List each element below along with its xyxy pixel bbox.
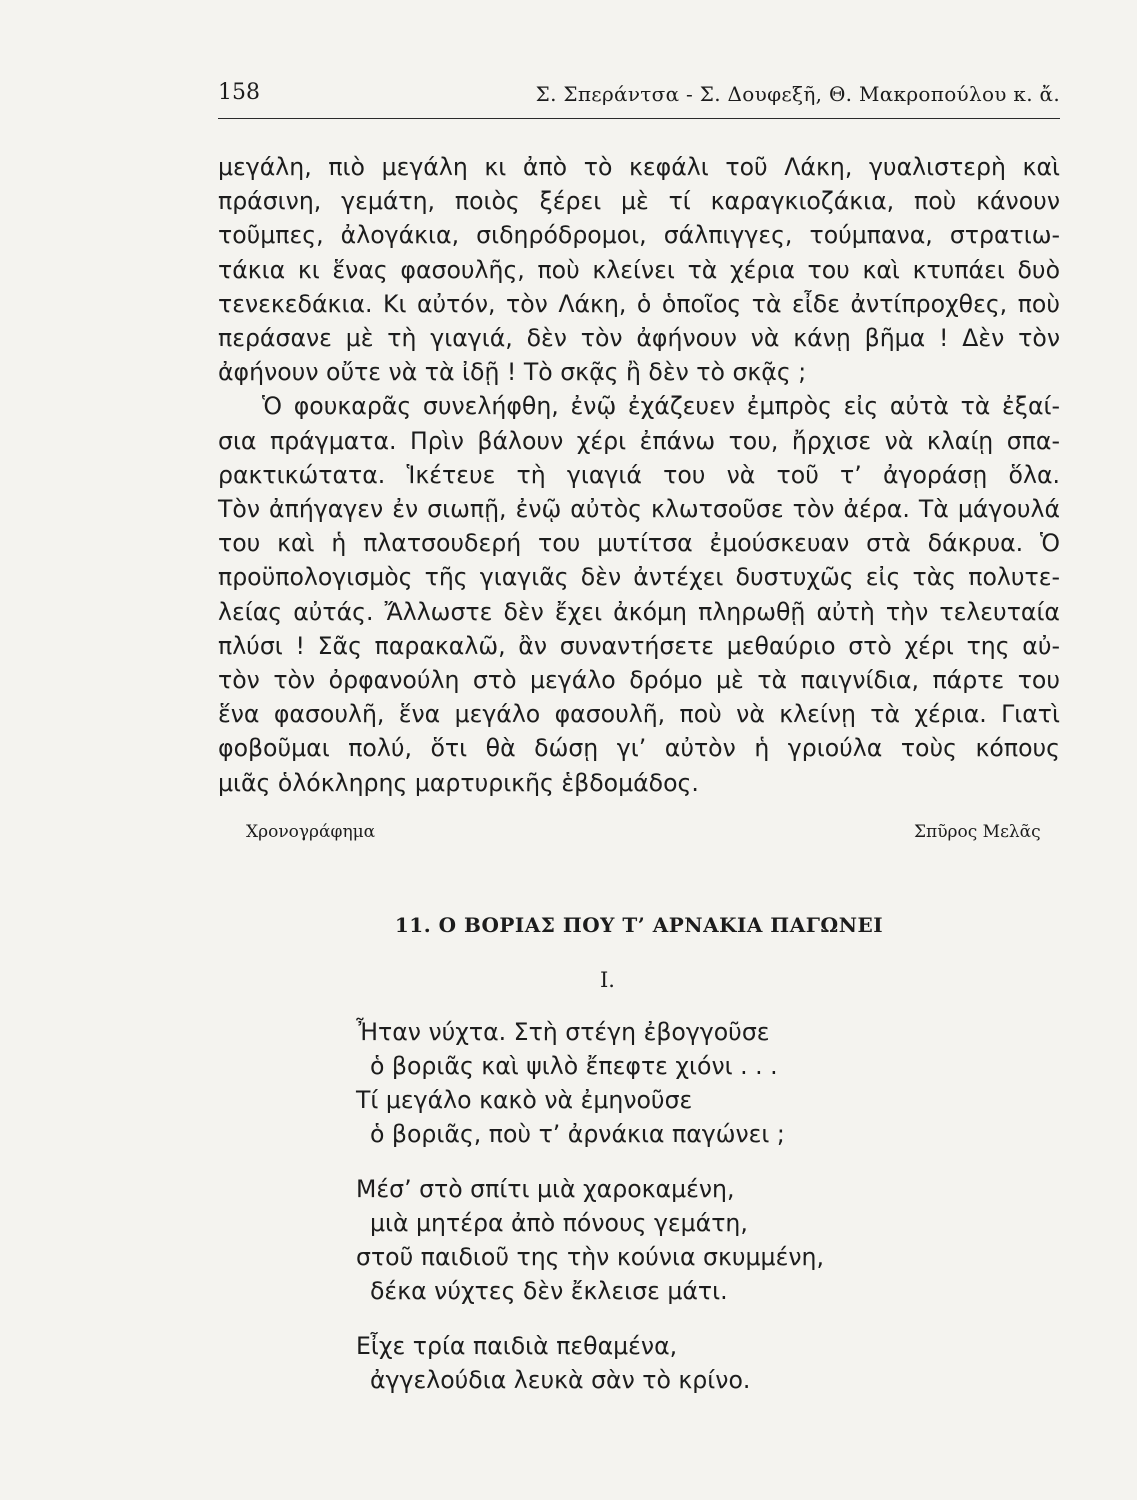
prose-line: περάσανε μὲ τὴ γιαγιά, δὲν τὸν ἀφήνουν νὰ κάνῃ βῆμα ! Δὲν τὸν — [218, 324, 1060, 353]
part-number: I. — [600, 968, 615, 992]
genre-label: Χρονογράφημα — [246, 822, 376, 842]
prose-line: προϋπολογισμὸς τῆς γιαγιᾶς δὲν ἀντέχει δυστυχῶς εἰς τὰς πολυτε- — [218, 563, 1060, 592]
prose-line: ἀφήνουν οὔτε νὰ τὰ ἰδῇ ! Τὸ σκᾷς ἢ δὲν τὸ σκᾷς ; — [218, 358, 807, 387]
prose-line: Τὸν ἀπήγαγεν ἐν σιωπῇ, ἐνῷ αὐτὸς κλωτσοῦσε τὸν ἀέρα. Τὰ μάγουλά — [218, 495, 1060, 524]
poem-stanza — [356, 1015, 824, 1151]
poem-verse: Μέσ’ στὸ σπίτι μιὰ χαροκαμένη, — [356, 1175, 735, 1203]
poem-verse: ὁ βοριᾶς καὶ ψιλὸ ἔπεφτε χιόνι . . . — [370, 1052, 778, 1080]
prose-line: του καὶ ἡ πλατσουδερή του μυτίτσα ἐμούσκευαν στὰ δάκρυα. Ὁ — [218, 529, 1060, 558]
poem-stanza — [356, 1329, 824, 1397]
prose-line: τάκια κι ἕνας φασουλῆς, ποὺ κλείνει τὰ χέρια του καὶ κτυπάει δυὸ — [218, 255, 1060, 284]
poem-verse: ὁ βοριᾶς, ποὺ τ’ ἀρνάκια παγώνει ; — [370, 1120, 785, 1148]
section-title: 11. Ο ΒΟΡΙΑΣ ΠΟΥ Τ’ ΑΡΝΑΚΙΑ ΠΑΓΩΝΕΙ — [394, 913, 884, 937]
prose-line: τοῦμπες, ἀλογάκια, σιδηρόδρομοι, σάλπιγγες, τούμπανα, στρατιω- — [218, 221, 1060, 250]
prose-line: πλύσι ! Σᾶς παρακαλῶ, ἂν συναντήσετε μεθαύριο στὸ χέρι της αὐ- — [218, 631, 1060, 660]
prose-line: σια πράγματα. Πρὶν βάλουν χέρι ἐπάνω του, ἤρχισε νὰ κλαίῃ σπα- — [218, 426, 1060, 455]
page-number: 158 — [218, 80, 260, 105]
prose-line: φοβοῦμαι πολύ, ὅτι θὰ δώσῃ γι’ αὐτὸν ἡ γριούλα τοὺς κόπους — [218, 734, 1060, 763]
running-head: Σ. Σπεράντσα - Σ. Δουφεξῆ, Θ. Μακροπούλου κ. ἄ. — [535, 82, 1060, 106]
prose-line: ρακτικώτατα. Ἱκέτευε τὴ γιαγιά του νὰ τοῦ τ’ ἀγοράσῃ ὅλα. — [218, 460, 1060, 489]
poem-verse: μιὰ μητέρα ἀπὸ πόνους γεμάτη, — [370, 1209, 748, 1237]
poem-verse: Ἦταν νύχτα. Στὴ στέγη ἐβογγοῦσε — [356, 1018, 770, 1046]
poem-verse: ἀγγελούδια λευκὰ σὰν τὸ κρίνο. — [370, 1366, 751, 1394]
author-signature: Σπῦρος Μελᾶς — [914, 822, 1041, 842]
prose-line: λείας αὐτάς. Ἄλλωστε δὲν ἔχει ἀκόμη πληρωθῇ αὐτὴ τὴν τελευταία — [218, 597, 1060, 626]
prose-line: τενεκεδάκια. Κι αὐτόν, τὸν Λάκη, ὁ ὁποῖος τὰ εἶδε ἀντίπροχθες, ποὺ — [218, 289, 1060, 318]
prose-line: ἕνα φασουλῆ, ἕνα μεγάλο φασουλῆ, ποὺ νὰ κλείνῃ τὰ χέρια. Γιατὶ — [218, 700, 1060, 729]
poem — [356, 1015, 824, 1418]
poem-verse: στοῦ παιδιοῦ της τὴν κούνια σκυμμένη, — [356, 1243, 824, 1271]
prose-line: τὸν τὸν ὀρφανούλη στὸ μεγάλο δρόμο μὲ τὰ παιγνίδια, πάρτε του — [218, 666, 1060, 695]
prose-line: μιᾶς ὁλόκληρης μαρτυρικῆς ἑβδομάδος. — [218, 768, 699, 797]
page-header — [218, 78, 1060, 119]
poem-stanza — [356, 1172, 824, 1308]
prose-line: Ὁ φουκαρᾶς συνελήφθη, ἐνῷ ἐχάζευεν ἐμπρὸς εἰς αὐτὰ τὰ ἐξαί- — [262, 392, 1060, 421]
poem-verse: Τί μεγάλο κακὸ νὰ ἐμηνοῦσε — [356, 1086, 693, 1114]
poem-verse: Εἶχε τρία παιδιὰ πεθαμένα, — [356, 1332, 678, 1360]
prose-line: μεγάλη, πιὸ μεγάλη κι ἀπὸ τὸ κεφάλι τοῦ Λάκη, γυαλιστερὴ καὶ — [218, 153, 1060, 181]
poem-verse: δέκα νύχτες δὲν ἔκλεισε μάτι. — [370, 1277, 728, 1305]
prose-line: πράσινη, γεμάτη, ποιὸς ξέρει μὲ τί καραγκιοζάκια, ποὺ κάνουν — [218, 187, 1060, 216]
prose-body — [218, 150, 1060, 800]
